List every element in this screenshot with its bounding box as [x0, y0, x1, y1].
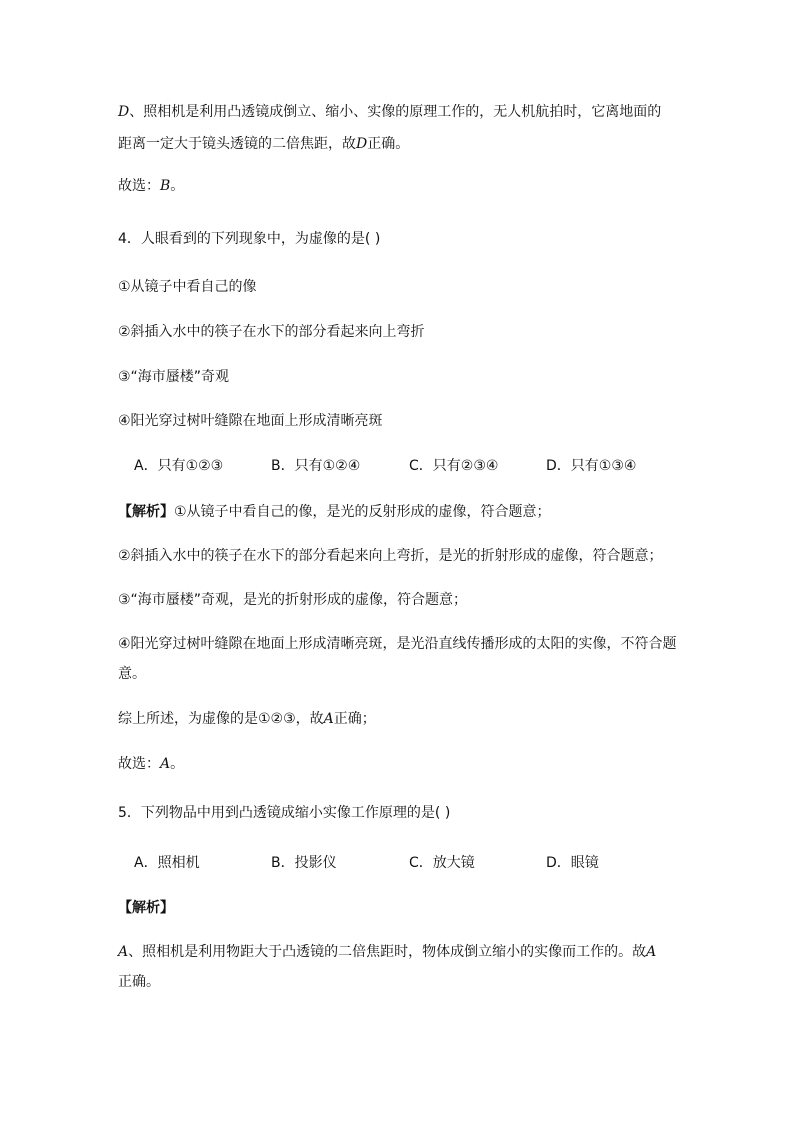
- question-5-stem: 5．下列物品中用到凸透镜成缩小实像工作原理的是( ): [118, 805, 451, 821]
- analysis-tag: 【解析】: [118, 900, 174, 916]
- option-letter: A: [646, 944, 657, 960]
- question-5-option-c: C．放大镜: [409, 855, 475, 871]
- summary-text: 综上所述，为虚像的是①②③，故: [118, 711, 324, 727]
- question-4-stem: 4．人眼看到的下列现象中，为虚像的是( ): [118, 231, 381, 247]
- answer-prefix: 故选：: [118, 178, 160, 194]
- explanation-text: 正确。: [367, 136, 410, 152]
- question-4-option-a: A．只有①②③: [134, 458, 224, 474]
- analysis-5-line2: 正确。: [118, 974, 160, 990]
- answer-suffix: 。: [170, 756, 185, 772]
- option-letter: D: [118, 104, 130, 120]
- analysis-4-line3: ③“海市蜃楼”奇观，是光的折射形成的虚像，符合题意；: [118, 592, 468, 608]
- option-letter: A: [118, 944, 129, 960]
- question-5-option-b: B．投影仪: [271, 855, 337, 871]
- explanation-text: 距离一定大于镜头透镜的二倍焦距，故: [118, 136, 356, 152]
- analysis-text: ①从镜子中看自己的像，是光的反射形成的虚像，符合题意；: [174, 504, 551, 520]
- question-4-item-2: ②斜插入水中的筷子在水下的部分看起来向上弯折: [118, 324, 425, 340]
- summary-text: 正确；: [333, 711, 376, 727]
- answer-line: [118, 176, 184, 196]
- answer-letter: A: [160, 756, 171, 772]
- question-4-item-3: ③“海市蜃楼”奇观: [118, 369, 230, 385]
- question-5-option-a: A．照相机: [134, 855, 200, 871]
- analysis-4-line4a: ④阳光穿过树叶缝隙在地面上形成清晰亮斑，是光沿直线传播形成的太阳的实像，不符合题: [118, 636, 677, 652]
- answer-line: [118, 754, 184, 774]
- answer-prefix: 故选：: [118, 756, 160, 772]
- analysis-5-line1: [118, 942, 656, 962]
- option-d-explanation-line1: [118, 102, 661, 122]
- question-4-item-4: ④阳光穿过树叶缝隙在地面上形成清晰亮斑: [118, 413, 383, 429]
- analysis-4-line1: [118, 502, 551, 522]
- question-4-option-b: B．只有①②④: [271, 458, 361, 474]
- analysis-4-summary: [118, 709, 376, 729]
- option-letter: D: [356, 136, 368, 152]
- analysis-text: 、照相机是利用物距大于凸透镜的二倍焦距时，物体成倒立缩小的实像而工作的。故: [128, 944, 647, 960]
- summary-letter: A: [323, 711, 334, 727]
- analysis-5-tag: [118, 898, 174, 918]
- analysis-4-line4b: 意。: [118, 666, 146, 682]
- answer-letter: B: [160, 178, 171, 194]
- analysis-tag: 【解析】: [118, 504, 174, 520]
- question-4-option-c: C．只有②③④: [409, 458, 499, 474]
- option-d-explanation-line2: [118, 134, 409, 154]
- answer-suffix: 。: [170, 178, 185, 194]
- question-4-option-d: D．只有①③④: [546, 458, 637, 474]
- question-4-item-1: ①从镜子中看自己的像: [118, 279, 257, 295]
- analysis-4-line2: ②斜插入水中的筷子在水下的部分看起来向上弯折，是光的折射形成的虚像，符合题意；: [118, 548, 663, 564]
- explanation-text: 、照相机是利用凸透镜成倒立、缩小、实像的原理工作的，无人机航拍时，它离地面的: [129, 104, 662, 120]
- question-5-option-d: D．眼镜: [546, 855, 599, 871]
